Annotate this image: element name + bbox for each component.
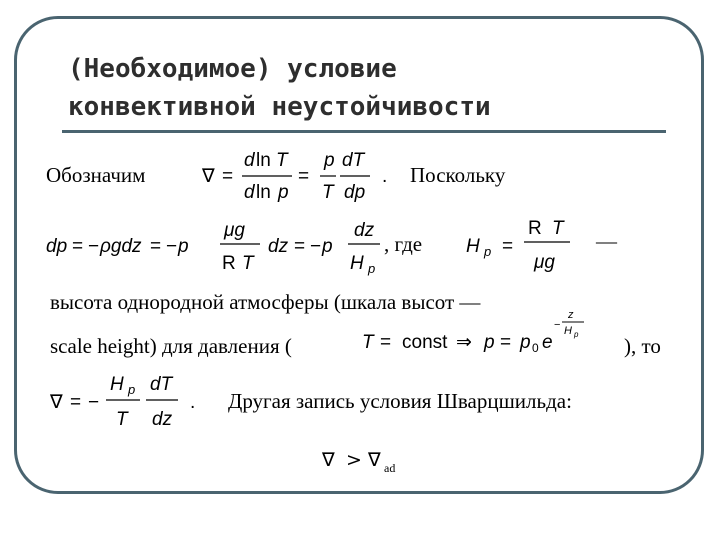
svg-text:H: H xyxy=(110,374,124,395)
dash-after-hp: — xyxy=(596,229,617,253)
since-label: Поскольку xyxy=(410,163,506,187)
svg-text:0: 0 xyxy=(532,341,539,355)
svg-text:dz: dz xyxy=(354,220,375,241)
nabla-definition-formula xyxy=(200,146,390,211)
svg-text:∇: ∇ xyxy=(368,449,381,471)
svg-text:H: H xyxy=(466,236,480,257)
where-label: , где xyxy=(384,232,423,256)
svg-text:T: T xyxy=(242,253,254,274)
svg-text:=: = xyxy=(380,332,392,353)
svg-text:−: − xyxy=(88,236,100,257)
svg-text:=: = xyxy=(222,166,234,187)
hydrostatic-formula xyxy=(46,216,386,281)
svg-text:dp: dp xyxy=(46,236,68,257)
svg-text:−: − xyxy=(88,392,100,413)
svg-text:p: p xyxy=(574,330,579,339)
svg-text:p: p xyxy=(520,332,531,353)
svg-text:dz: dz xyxy=(268,236,289,257)
svg-text:dT: dT xyxy=(342,150,365,171)
slide-title xyxy=(68,50,668,126)
title-line-2: конвективной неустойчивости xyxy=(68,92,491,122)
svg-text:T: T xyxy=(362,332,374,353)
svg-text:⇒: ⇒ xyxy=(456,331,472,353)
svg-text:=: = xyxy=(298,166,310,187)
schwarzschild-criterion-formula xyxy=(322,446,412,481)
other-form-text: Другая запись условия Шварцшильда: xyxy=(228,389,572,413)
svg-text:T: T xyxy=(276,150,288,171)
svg-text:=: = xyxy=(500,332,512,353)
svg-text:μg: μg xyxy=(224,220,245,241)
svg-text:p: p xyxy=(278,182,289,203)
svg-text:μg: μg xyxy=(534,252,555,273)
svg-text:z: z xyxy=(568,309,574,321)
svg-text:ln: ln xyxy=(256,150,271,171)
svg-text:const: const xyxy=(402,332,448,353)
svg-text:=: = xyxy=(150,236,162,257)
svg-text:dz: dz xyxy=(152,409,173,430)
svg-text:−: − xyxy=(310,236,322,257)
homogeneous-atmosphere-text: высота однородной атмосферы (шкала высот — xyxy=(50,290,481,314)
svg-text:T: T xyxy=(116,409,128,430)
svg-text:dp: dp xyxy=(344,182,366,203)
svg-text:=: = xyxy=(70,392,82,413)
denote-label: Обозначим xyxy=(46,163,146,187)
nabla-hp-formula xyxy=(48,370,208,439)
svg-text:∇: ∇ xyxy=(322,449,335,471)
svg-text:d: d xyxy=(244,150,255,171)
svg-text:R: R xyxy=(222,253,236,274)
svg-text:ln: ln xyxy=(256,182,271,203)
title-divider xyxy=(62,130,666,133)
svg-text:d: d xyxy=(244,182,255,203)
svg-text:−: − xyxy=(166,236,178,257)
title-line-1: (Необходимое) условие xyxy=(68,54,397,84)
svg-text:∇: ∇ xyxy=(202,165,215,187)
then-label: ), то xyxy=(624,334,661,358)
svg-text:=: = xyxy=(502,236,514,257)
svg-text:>: > xyxy=(346,449,362,471)
svg-text:H: H xyxy=(564,325,572,337)
svg-text:H: H xyxy=(350,253,364,274)
scale-height-formula xyxy=(466,214,576,281)
svg-text:−: − xyxy=(554,319,561,331)
svg-text:p: p xyxy=(128,382,136,397)
svg-text:ρgdz: ρgdz xyxy=(100,236,142,257)
svg-text:p: p xyxy=(484,244,492,259)
svg-text:e: e xyxy=(542,332,553,353)
scale-height-text: scale height) для давления ( xyxy=(50,334,292,358)
svg-text:p: p xyxy=(324,150,335,171)
svg-text:p: p xyxy=(322,236,333,257)
svg-text:R: R xyxy=(528,218,542,239)
svg-text:p: p xyxy=(178,236,189,257)
svg-text:dT: dT xyxy=(150,374,173,395)
svg-text:T: T xyxy=(322,182,334,203)
svg-text:∇: ∇ xyxy=(50,391,63,413)
svg-text:T: T xyxy=(552,218,564,239)
svg-text:=: = xyxy=(294,236,306,257)
svg-text:.: . xyxy=(382,166,388,187)
svg-text:p: p xyxy=(368,261,376,276)
svg-text:=: = xyxy=(72,236,84,257)
svg-text:.: . xyxy=(190,392,196,413)
svg-text:p: p xyxy=(484,332,495,353)
svg-text:ad: ad xyxy=(384,461,396,475)
isothermal-formula xyxy=(362,310,624,365)
